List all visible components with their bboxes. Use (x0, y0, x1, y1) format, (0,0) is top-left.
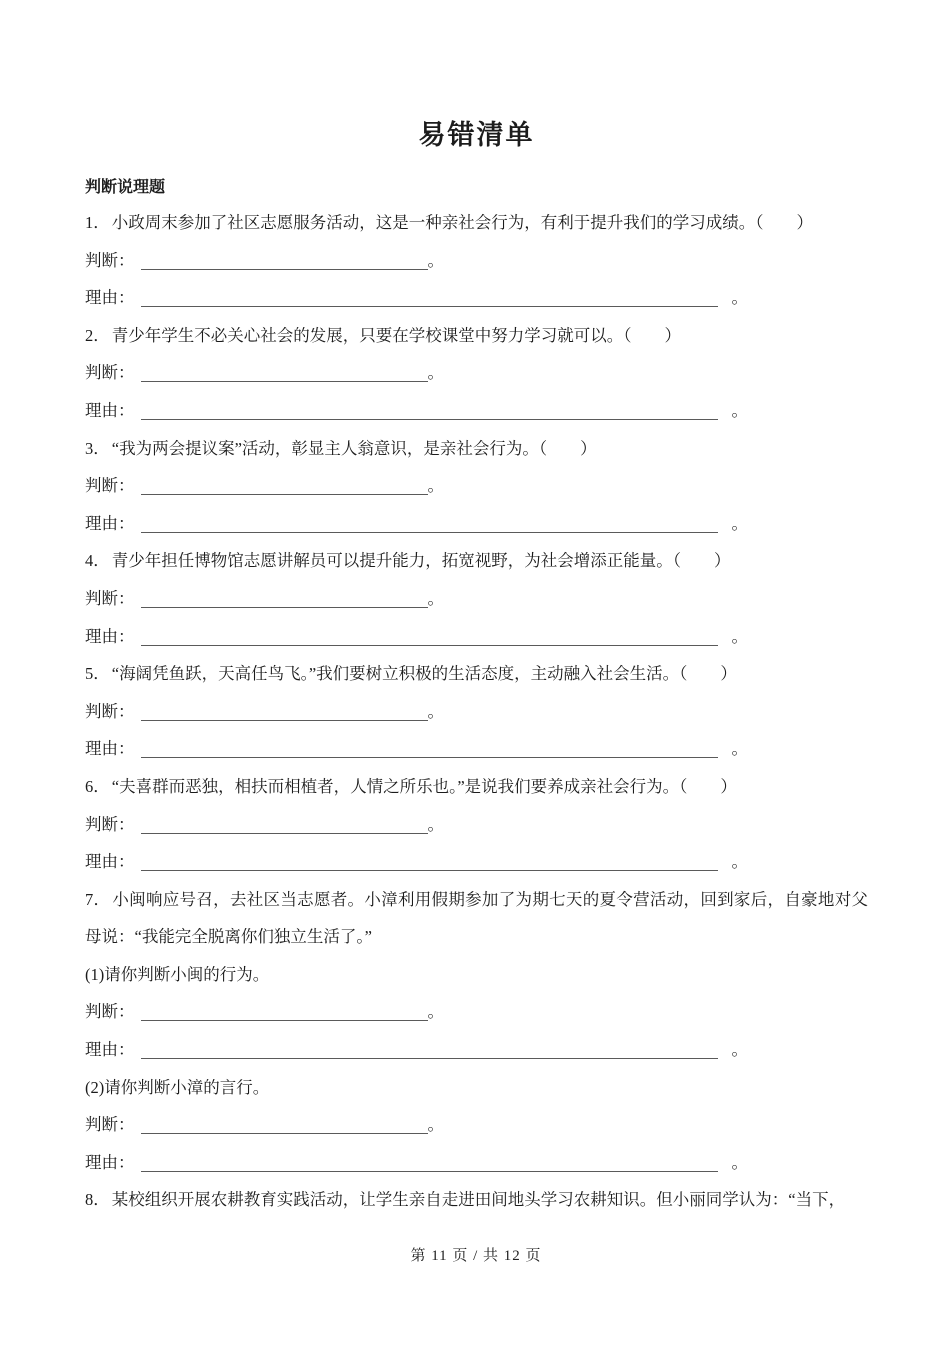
reason-line (85, 618, 868, 656)
question-text (85, 881, 868, 956)
judgment-line (85, 242, 868, 280)
question-number: 6． (85, 776, 110, 796)
reason-blank-underline (141, 517, 718, 533)
reason-label: 理由： (85, 1040, 135, 1060)
question-number: 1． (85, 213, 110, 232)
reason-period: 。 (731, 513, 748, 533)
reason-blank-underline (141, 630, 718, 646)
judgment-blank-underline (141, 366, 428, 382)
judgment-period: 。 (427, 250, 444, 270)
judgment-period: 。 (427, 1115, 444, 1135)
judgment-label: 判断： (85, 476, 135, 496)
reason-blank-underline (141, 742, 718, 758)
question-text (85, 1181, 868, 1219)
questions-list (85, 204, 868, 1219)
judgment-line (85, 1106, 868, 1144)
page-title: 易错清单 (418, 120, 535, 150)
reason-period: 。 (731, 288, 748, 308)
question-text (85, 430, 868, 468)
judgment-label: 判断： (85, 588, 135, 608)
judgment-line (85, 354, 868, 392)
judgment-blank-underline (141, 818, 428, 834)
reason-period: 。 (731, 400, 748, 420)
question-body: “我为两会提议案”活动，彰显主人翁意识，是亲社会行为。（ ） (111, 438, 597, 458)
question-text (85, 542, 868, 580)
question-number: 7． (85, 889, 111, 909)
judgment-label: 判断： (85, 1115, 135, 1135)
question-body: 某校组织开展农耕教育实践活动，让学生亲自走进田间地头学习农耕知识。但小丽同学认为：“当下， (111, 1190, 846, 1210)
reason-label: 理由： (85, 852, 135, 872)
question-text (85, 204, 868, 242)
judgment-line (85, 580, 868, 618)
reason-label: 理由： (85, 739, 135, 759)
judgment-blank-underline (141, 1005, 428, 1021)
reason-label: 理由： (85, 626, 135, 646)
judgment-blank-underline (141, 254, 428, 270)
judgment-blank-underline (141, 479, 428, 495)
judgment-period: 。 (427, 476, 444, 496)
reason-label: 理由： (85, 1152, 135, 1172)
judgment-label: 判断： (85, 814, 135, 834)
reason-period: 。 (731, 852, 748, 872)
reason-period: 。 (731, 1040, 748, 1060)
question-number: 8． (85, 1190, 110, 1210)
judgment-line (85, 993, 868, 1031)
judgment-blank-underline (141, 705, 428, 721)
section-heading: 判断说理题 (85, 179, 166, 196)
judgment-period: 。 (427, 1002, 444, 1022)
question-number: 3． (85, 438, 110, 458)
reason-blank-underline (141, 855, 718, 871)
reason-blank-underline (141, 404, 718, 420)
reason-label: 理由： (85, 513, 135, 533)
subpart-label: (1)请你判断小闽的行为。 (85, 964, 270, 984)
question-body: 小闽响应号召，去社区当志愿者。小漳利用假期参加了为期七天的夏令营活动，回到家后，自豪地对父母说：“我能完全脱离你们独立生活了。” (85, 889, 869, 947)
question-text (85, 768, 868, 806)
question-body: “夫喜群而恶独，相扶而相植者，人情之所乐也。”是说我们要养成亲社会行为。（ ） (111, 776, 737, 796)
judgment-blank-underline (141, 1118, 428, 1134)
judgment-period: 。 (427, 363, 444, 383)
reason-label: 理由： (85, 288, 135, 308)
question-text (85, 655, 868, 693)
reason-line (85, 1144, 868, 1182)
reason-blank-underline (141, 1156, 718, 1172)
judgment-line (85, 806, 868, 844)
reason-line (85, 1031, 868, 1069)
question-body: 小政周末参加了社区志愿服务活动，这是一种亲社会行为，有利于提升我们的学习成绩。（ ） (111, 213, 813, 232)
reason-line (85, 392, 868, 430)
judgment-period: 。 (427, 814, 444, 834)
reason-blank-underline (141, 291, 718, 307)
reason-line (85, 279, 868, 317)
judgment-label: 判断： (85, 1002, 135, 1022)
judgment-line (85, 467, 868, 505)
page-footer: 第 11 页 / 共 12 页 (410, 1248, 542, 1264)
reason-period: 。 (731, 739, 748, 759)
judgment-blank-underline (141, 592, 428, 608)
question-body: 青少年担任博物馆志愿讲解员可以提升能力，拓宽视野，为社会增添正能量。（ ） (111, 551, 731, 571)
reason-blank-underline (141, 1043, 718, 1059)
judgment-period: 。 (427, 588, 444, 608)
judgment-label: 判断： (85, 250, 135, 270)
reason-label: 理由： (85, 400, 135, 420)
judgment-line (85, 693, 868, 731)
reason-period: 。 (731, 626, 748, 646)
question-number: 5． (85, 664, 110, 684)
question-body: “海阔凭鱼跃，天高任鸟飞。”我们要树立积极的生活态度，主动融入社会生活。（ ） (111, 664, 737, 684)
judgment-label: 判断： (85, 363, 135, 383)
question-number: 2． (85, 325, 110, 345)
judgment-period: 。 (427, 701, 444, 721)
judgment-label: 判断： (85, 701, 135, 721)
reason-line (85, 730, 868, 768)
question-text (85, 317, 868, 355)
question-number: 4． (85, 551, 110, 571)
reason-line (85, 505, 868, 543)
reason-period: 。 (731, 1152, 748, 1172)
subpart-label: (2)请你判断小漳的言行。 (85, 1077, 270, 1097)
question-body: 青少年学生不必关心社会的发展，只要在学校课堂中努力学习就可以。（ ） (111, 325, 681, 345)
reason-line (85, 843, 868, 881)
